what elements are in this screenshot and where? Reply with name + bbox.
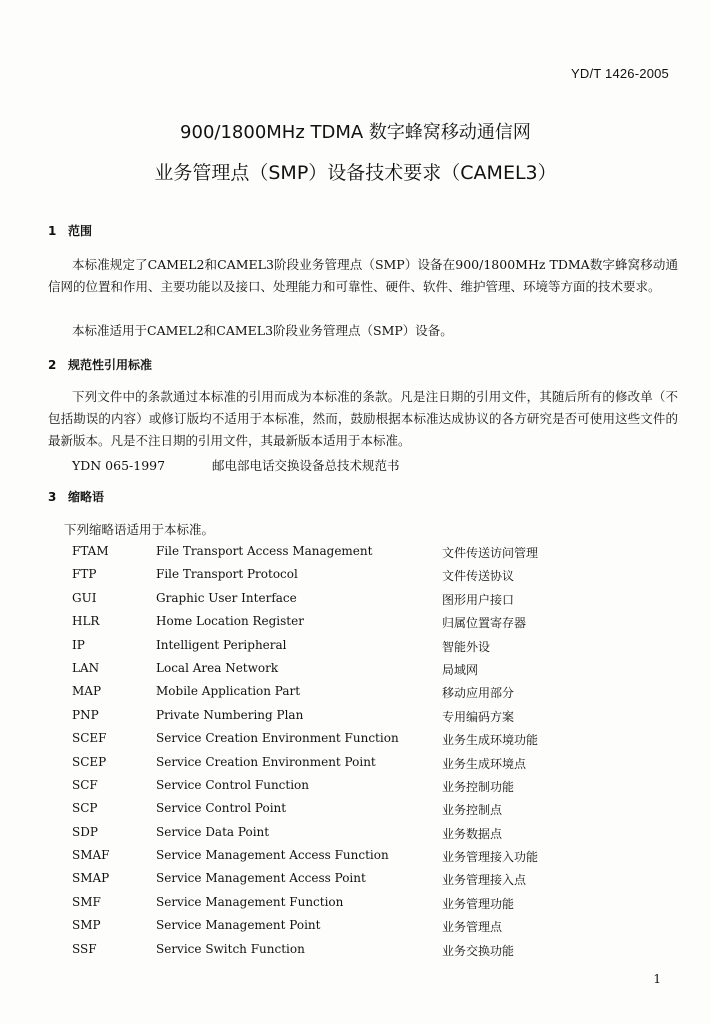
chinese-term: 业务生成环境功能 <box>442 733 539 748</box>
chinese-term: 业务管理接入点 <box>442 873 527 888</box>
english-term: Service Management Point <box>156 918 321 933</box>
english-term: Service Management Access Function <box>156 848 389 863</box>
section-number: 2 <box>48 358 57 372</box>
normative-references-paragraph: 下列文件中的条款通过本标准的引用而成为本标准的条款。凡是注日期的引用文件，其随后所有的修改单（不包括勘误的内容）或修订版均不适用于本标准，然而，鼓励根据本标准达成协议的各方研究是否可使用这些文件的最新版本。凡是不注日期的引用文件，其最新版本适用于本标准。 <box>48 389 678 448</box>
abbreviation: FTAM <box>72 544 109 558</box>
abbreviation: MAP <box>72 684 102 699</box>
english-term: Home Location Register <box>156 614 304 629</box>
abbreviation: SMP <box>72 918 101 933</box>
english-term: Graphic User Interface <box>156 590 297 605</box>
abbreviation: PNP <box>72 707 99 722</box>
section-2-heading <box>48 356 152 373</box>
abbreviation: SMF <box>72 894 101 909</box>
chinese-term: 业务控制功能 <box>442 779 515 794</box>
abbreviation: SSF <box>72 941 97 956</box>
english-term: File Transport Protocol <box>156 567 298 582</box>
chinese-term: 专用编码方案 <box>442 709 515 724</box>
reference-entry <box>72 456 400 474</box>
section-3-heading <box>48 488 104 505</box>
abbreviation-row <box>0 704 711 727</box>
english-term: File Transport Access Management <box>156 544 373 558</box>
english-term: Local Area Network <box>156 660 279 675</box>
chinese-term: 业务管理功能 <box>442 896 515 911</box>
abbreviation: SCF <box>72 777 98 792</box>
english-term: Service Creation Environment Function <box>156 731 399 746</box>
english-term: Mobile Application Part <box>156 684 301 699</box>
title-line-1: 900/1800MHz TDMA 数字蜂窝移动通信网 <box>180 122 531 143</box>
abbreviation-row <box>0 540 711 563</box>
section-title: 范围 <box>68 224 93 238</box>
english-term: Service Creation Environment Point <box>156 754 376 769</box>
title-line-2: 业务管理点（SMP）设备技术要求（CAMEL3） <box>154 162 557 184</box>
english-term: Private Numbering Plan <box>156 707 304 722</box>
chinese-term: 业务管理点 <box>442 920 503 935</box>
abbreviation: SCEF <box>72 731 107 746</box>
chinese-term: 文件传送协议 <box>442 569 515 584</box>
chinese-term: 归属位置寄存器 <box>442 616 527 631</box>
section-number: 1 <box>48 224 57 238</box>
english-term: Service Control Point <box>156 801 287 816</box>
abbreviation: SMAP <box>72 871 110 886</box>
abbreviation-row <box>0 797 711 820</box>
abbreviation: SCP <box>72 801 98 816</box>
abbreviation-row <box>0 657 711 680</box>
abbreviation: GUI <box>72 590 97 605</box>
abbreviation-row <box>0 610 711 633</box>
standard-number: YD/T 1426-2005 <box>571 66 669 81</box>
scope-paragraph-1: 本标准规定了CAMEL2和CAMEL3阶段业务管理点（SMP）设备在900/1800MHz TDMA数字蜂窝移动通信网的位置和作用、主要功能以及接口、处理能力和可靠性、硬件、软件、维护管理、环境等方面的技术要求。 <box>48 257 678 294</box>
abbreviation: HLR <box>72 614 100 629</box>
english-term: Service Data Point <box>156 824 270 839</box>
english-term: Service Management Access Point <box>156 871 366 886</box>
abbreviation-row <box>0 821 711 844</box>
english-term: Intelligent Peripheral <box>156 637 287 652</box>
chinese-term: 业务数据点 <box>442 826 503 841</box>
english-term: Service Management Function <box>156 894 344 909</box>
chinese-term: 图形用户接口 <box>442 592 515 607</box>
reference-title: 邮电部电话交换设备总技术规范书 <box>212 458 400 473</box>
chinese-term: 文件传送访问管理 <box>442 546 539 560</box>
section-number: 3 <box>48 490 57 504</box>
section-1-heading <box>48 222 92 239</box>
abbreviations-intro: 下列缩略语适用于本标准。 <box>64 522 215 537</box>
abbreviation-row <box>0 680 711 703</box>
page-number: 1 <box>653 972 661 986</box>
chinese-term: 局域网 <box>442 662 479 677</box>
abbreviation: FTP <box>72 567 97 582</box>
chinese-term: 业务管理接入功能 <box>442 850 539 865</box>
abbreviation: SMAF <box>72 848 110 863</box>
abbreviation-row <box>0 867 711 890</box>
section-title: 规范性引用标准 <box>68 358 153 372</box>
english-term: Service Switch Function <box>156 941 305 956</box>
abbreviation-row <box>0 938 711 961</box>
abbreviation: SCEP <box>72 754 107 769</box>
abbreviation: IP <box>72 637 85 652</box>
reference-code: YDN 065-1997 <box>72 458 166 473</box>
abbreviation-row <box>0 727 711 750</box>
abbreviation-row <box>0 774 711 797</box>
abbreviation-row <box>0 587 711 610</box>
chinese-term: 业务控制点 <box>442 803 503 818</box>
abbreviation-row <box>0 563 711 586</box>
english-term: Service Control Function <box>156 777 309 792</box>
chinese-term: 业务生成环境点 <box>442 756 527 771</box>
abbreviation-row <box>0 914 711 937</box>
chinese-term: 移动应用部分 <box>442 686 515 701</box>
chinese-term: 智能外设 <box>442 639 491 654</box>
abbreviation-row <box>0 891 711 914</box>
section-title: 缩略语 <box>68 490 105 504</box>
abbreviation-row <box>0 751 711 774</box>
abbreviation-row <box>0 634 711 657</box>
abbreviation: SDP <box>72 824 98 839</box>
abbreviation-row <box>0 844 711 867</box>
abbreviations-list <box>0 540 711 961</box>
chinese-term: 业务交换功能 <box>442 943 515 958</box>
scope-paragraph-2: 本标准适用于CAMEL2和CAMEL3阶段业务管理点（SMP）设备。 <box>72 323 453 338</box>
abbreviation: LAN <box>72 660 100 675</box>
